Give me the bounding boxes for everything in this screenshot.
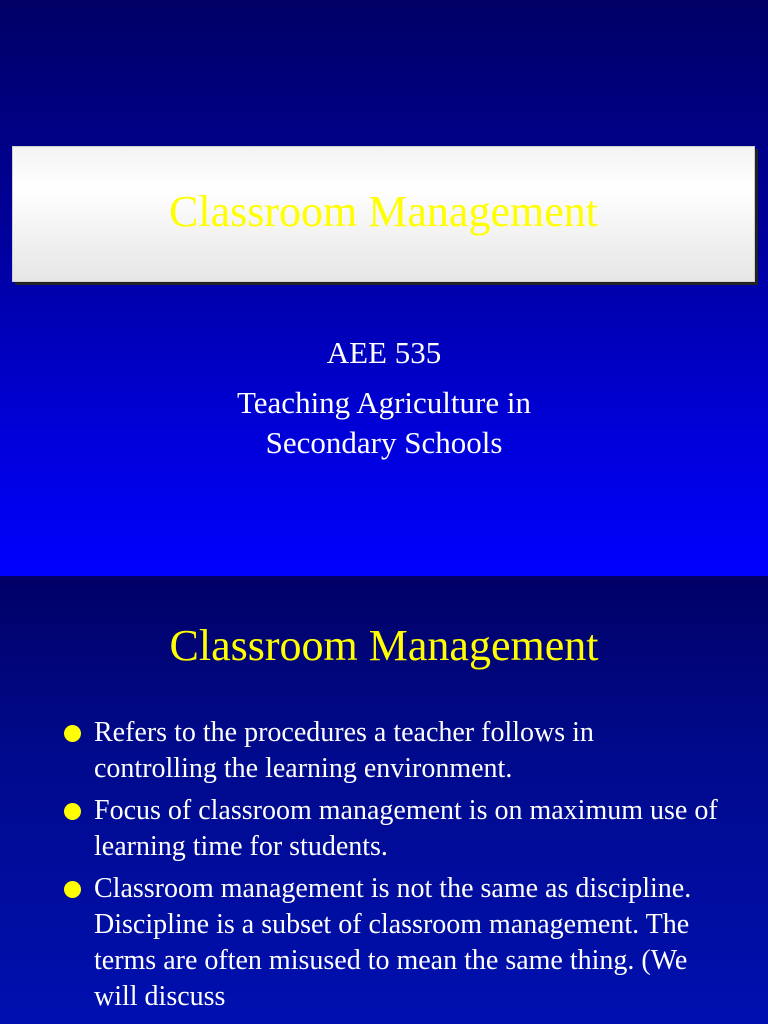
course-name-line-1: Teaching Agriculture in bbox=[237, 385, 531, 420]
course-name bbox=[0, 383, 768, 464]
bullet-icon bbox=[64, 881, 81, 898]
title-box bbox=[12, 146, 755, 282]
bullet-item bbox=[62, 871, 722, 1015]
bullet-icon bbox=[64, 803, 81, 820]
bullet-item bbox=[62, 793, 722, 865]
slide-title: Classroom Management bbox=[169, 187, 598, 236]
bullet-icon bbox=[64, 725, 81, 742]
course-name-line-2: Secondary Schools bbox=[265, 425, 503, 461]
content-slide bbox=[0, 576, 768, 1024]
bullet-text: Refers to the procedures a teacher follows in controlling the learning environment. bbox=[94, 717, 594, 784]
slide-title: Classroom Management bbox=[169, 621, 599, 670]
course-code: AEE 535 bbox=[326, 335, 442, 370]
bullet-text: Classroom management is not the same as discipline. Discipline is a subset of classroom management. The terms are often misused to mean the same thing. (We will discuss bbox=[94, 873, 692, 1012]
bullet-item bbox=[62, 715, 722, 787]
bullet-text: Focus of classroom management is on maximum use of learning time for students. bbox=[94, 795, 718, 862]
bullet-list bbox=[62, 715, 722, 1021]
